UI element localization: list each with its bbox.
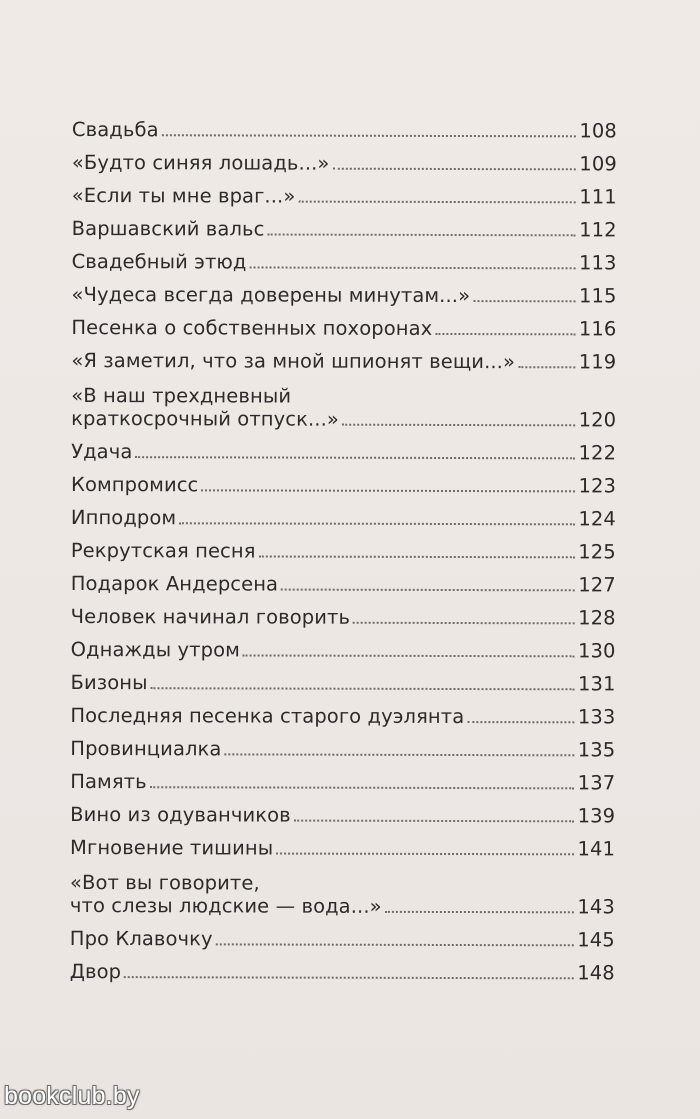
dot-leader bbox=[294, 818, 575, 823]
toc-entry-page: 128 bbox=[578, 606, 616, 630]
toc-entry-page: 145 bbox=[577, 928, 615, 952]
toc-entry-title: Свадьба bbox=[71, 117, 159, 142]
dot-leader bbox=[162, 132, 577, 137]
toc-entry bbox=[70, 917, 615, 951]
toc-entry bbox=[70, 793, 615, 827]
dot-leader bbox=[250, 264, 577, 269]
toc-entry-page: 137 bbox=[577, 771, 616, 795]
toc-entry-page: 111 bbox=[579, 185, 617, 209]
toc-entry-page: 112 bbox=[579, 218, 617, 242]
toc-entry bbox=[71, 339, 616, 373]
toc-entry-title: Песенка о собственных похоронах bbox=[71, 315, 433, 340]
toc-entry-page: 141 bbox=[577, 837, 616, 861]
table-of-contents bbox=[70, 108, 617, 984]
toc-entry bbox=[70, 826, 615, 860]
toc-entry-title: Варшавский вальс bbox=[71, 216, 265, 241]
dot-leader bbox=[276, 851, 574, 856]
dot-leader bbox=[332, 166, 576, 171]
toc-entry-title: Бизоны bbox=[70, 670, 148, 695]
toc-entry bbox=[70, 859, 615, 918]
dot-leader bbox=[281, 587, 575, 592]
toc-entry-title: Удача bbox=[71, 439, 133, 464]
toc-entry-title: Вино из одуванчиков bbox=[70, 802, 291, 827]
dot-leader bbox=[135, 454, 575, 459]
toc-entry bbox=[71, 496, 616, 530]
toc-entry bbox=[72, 174, 617, 208]
dot-leader bbox=[201, 487, 575, 492]
toc-entry-title: «Чудеса всегда доверены минутам...» bbox=[71, 282, 471, 308]
dot-leader bbox=[179, 520, 575, 525]
toc-entry-page: 116 bbox=[578, 317, 617, 341]
toc-entry-page: 148 bbox=[577, 961, 615, 985]
dot-leader bbox=[353, 620, 575, 625]
toc-entry bbox=[71, 430, 616, 464]
toc-entry-page: 131 bbox=[577, 672, 616, 696]
toc-entry-page: 109 bbox=[579, 152, 617, 176]
toc-entry bbox=[72, 207, 617, 241]
toc-entry-title bbox=[70, 871, 382, 918]
dot-leader bbox=[473, 298, 576, 302]
toc-entry bbox=[70, 950, 615, 984]
toc-entry-page: 122 bbox=[578, 441, 617, 465]
toc-entry-page: 124 bbox=[578, 507, 616, 531]
toc-entry bbox=[71, 595, 616, 629]
dot-leader bbox=[385, 909, 575, 913]
toc-entry-title: «Если ты мне враг...» bbox=[71, 183, 296, 208]
toc-entry bbox=[70, 694, 615, 728]
toc-entry bbox=[70, 661, 615, 695]
toc-entry-page: 130 bbox=[578, 639, 616, 663]
toc-entry bbox=[71, 273, 616, 307]
toc-entry-title: Мгновение тишины bbox=[70, 835, 274, 860]
dot-leader bbox=[243, 652, 575, 657]
toc-entry-title: Однажды утром bbox=[70, 637, 241, 662]
toc-entry-page: 143 bbox=[577, 895, 615, 919]
toc-entry-page: 135 bbox=[577, 738, 616, 762]
toc-entry-title-line1: «В наш трехдневный bbox=[71, 383, 292, 408]
toc-entry-page: 115 bbox=[578, 284, 617, 308]
toc-entry bbox=[72, 141, 617, 175]
toc-entry-title: Свадебный этюд bbox=[71, 249, 247, 274]
dot-leader bbox=[267, 232, 576, 237]
dot-leader bbox=[259, 553, 576, 558]
toc-entry-page: 123 bbox=[578, 474, 617, 498]
toc-entry-page: 113 bbox=[579, 251, 617, 275]
dot-leader bbox=[216, 941, 575, 946]
toc-entry-title: Память bbox=[70, 769, 147, 794]
toc-entry-page: 108 bbox=[579, 119, 617, 143]
toc-entry-page: 139 bbox=[577, 804, 616, 828]
toc-entry-title: Двор bbox=[69, 959, 122, 984]
toc-entry-title: Про Клавочку bbox=[69, 926, 213, 951]
toc-entry-page: 125 bbox=[578, 540, 616, 564]
toc-entry-title: Компромисс bbox=[70, 472, 199, 497]
toc-entry bbox=[71, 529, 616, 563]
site-watermark: bookclub.by bbox=[4, 1082, 140, 1110]
toc-entry-page: 120 bbox=[578, 408, 617, 432]
toc-entry-title: Ипподром bbox=[70, 505, 177, 530]
toc-entry bbox=[71, 628, 616, 662]
toc-entry bbox=[71, 463, 616, 497]
dot-leader bbox=[435, 331, 576, 335]
toc-entry bbox=[71, 562, 616, 596]
toc-entry-title: Подарок Андерсена bbox=[70, 571, 279, 596]
toc-entry bbox=[72, 108, 617, 142]
toc-entry bbox=[70, 727, 615, 761]
toc-entry bbox=[70, 760, 615, 794]
toc-entry-title-line1: «Вот вы говорите, bbox=[69, 870, 260, 895]
toc-entry-page: 133 bbox=[577, 705, 616, 729]
toc-entry bbox=[71, 306, 616, 340]
toc-entry-title: Человек начинал говорить bbox=[70, 604, 351, 629]
toc-entry-title bbox=[71, 384, 339, 431]
dot-leader bbox=[342, 422, 576, 427]
dot-leader bbox=[518, 364, 576, 368]
toc-entry-title: Провинциалка bbox=[70, 736, 222, 761]
toc-entry-title: Рекрутская песня bbox=[70, 538, 256, 563]
toc-entry-title-line2: что слезы людские — вода...» bbox=[69, 893, 382, 918]
dot-leader bbox=[124, 974, 574, 979]
dot-leader bbox=[150, 784, 575, 789]
toc-entry bbox=[72, 240, 617, 274]
toc-entry-title: «Будто синяя лошадь...» bbox=[71, 150, 330, 175]
dot-leader bbox=[224, 751, 574, 756]
toc-entry-title-line2: краткосрочный отпуск...» bbox=[71, 406, 339, 431]
toc-entry-page: 119 bbox=[578, 350, 617, 374]
dot-leader bbox=[151, 685, 575, 690]
toc-entry-title: Последняя песенка старого дуэлянта bbox=[70, 703, 465, 729]
toc-entry-page: 127 bbox=[578, 573, 616, 597]
toc-entry-title: «Я заметил, что за мной шпионят вещи...» bbox=[71, 348, 516, 374]
dot-leader bbox=[298, 199, 576, 204]
toc-entry bbox=[71, 372, 616, 431]
dot-leader bbox=[467, 719, 575, 723]
